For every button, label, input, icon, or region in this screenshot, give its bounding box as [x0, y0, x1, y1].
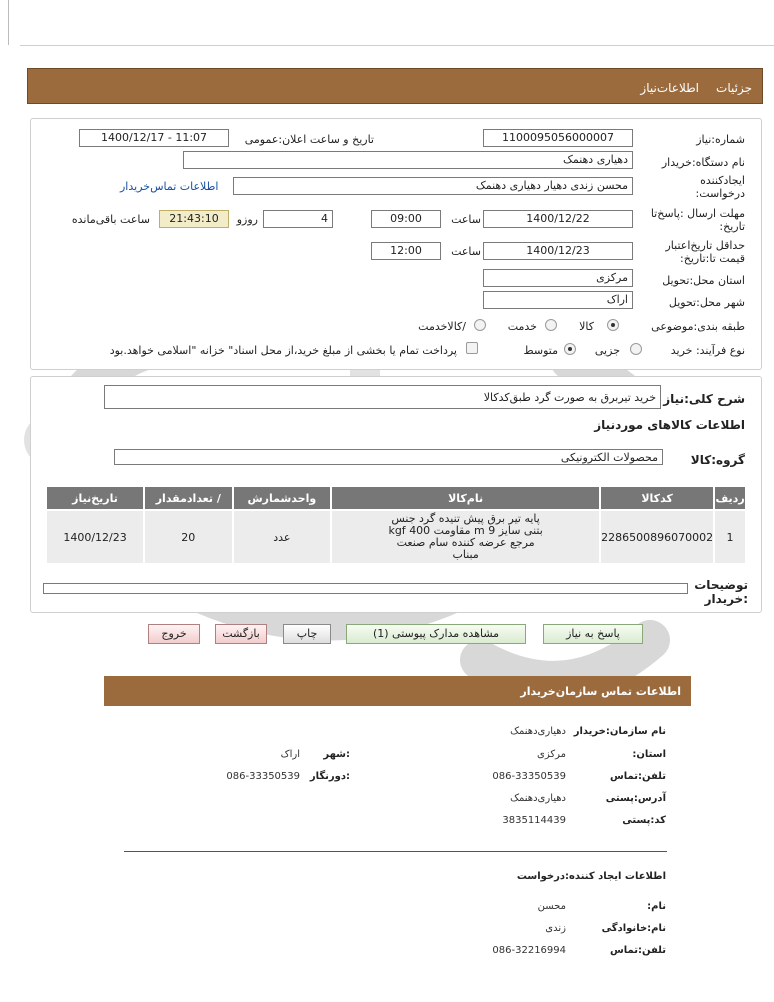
creator-phone-label: تلفن:تماس [609, 945, 666, 956]
request-creator-title: اطلاعات ایجاد کننده:درخواست [516, 871, 666, 882]
process-minor-radio[interactable] [630, 343, 642, 355]
view-attachments-button[interactable]: مشاهده مدارک پیوستی (1) [346, 624, 526, 644]
delivery-province-field: مرکزی [483, 269, 633, 287]
announce-datetime-field: 1400/12/17 - 11:07 [79, 129, 229, 147]
unit-cell: عدد [233, 510, 332, 564]
back-button[interactable]: بازگشت [215, 624, 267, 644]
buyer-org-field: دهیاری دهنمک [183, 151, 633, 169]
contact-fax-value: 086-33350539 [226, 771, 300, 782]
reply-deadline-label: مهلت ارسال :پاسخ‌تا تاریخ: [650, 207, 745, 233]
general-description-label: شرح کلی:نیاز [663, 392, 745, 406]
tab-details[interactable]: جزئیات [716, 81, 752, 95]
col-row-header: ردیف [714, 486, 746, 510]
contact-city-label: :شهر [323, 749, 350, 760]
remaining-time-field: 21:43:10 [159, 210, 229, 228]
category-goods-label: کالا [579, 320, 594, 333]
contact-province-value: مرکزی [537, 749, 566, 760]
days-remaining-field: 4 [263, 210, 333, 228]
table-row [46, 510, 746, 564]
top-divider [20, 45, 774, 46]
category-label: طبقه بندی:موضوعی [651, 320, 745, 333]
required-goods-title: اطلاعات کالاهای موردنیاز [594, 418, 745, 432]
goods-name-cell: پایه تیر برق پیش تنیده گرد جنس بتنی سایز m 9 مقاومت 400 kgf مرجع عرضه کننده سام صنعت مبناب [388, 512, 543, 561]
buyer-contact-title: اطلاعات تماس سازمان‌خریدار [520, 685, 681, 698]
need-date-cell: 1400/12/23 [46, 510, 144, 564]
deadline-time-label: ساعت [451, 213, 481, 226]
category-goods-service-radio[interactable] [474, 319, 486, 331]
contact-postal-value: 3835114439 [502, 815, 566, 826]
buyer-org-label: نام دستگاه:خریدار [661, 156, 745, 169]
creator-family-value: زندی [545, 923, 566, 934]
contact-divider [124, 851, 667, 852]
price-validity-date-field: 1400/12/23 [483, 242, 633, 260]
need-number-field: 1100095056000007 [483, 129, 633, 147]
process-medium-label: متوسط [523, 344, 558, 357]
creator-name-label: نام: [647, 901, 666, 912]
quantity-cell: 20 [144, 510, 232, 564]
category-service-label: خدمت [507, 320, 537, 333]
category-goods-service-label: /کالاخدمت [418, 320, 466, 333]
announce-datetime-label: تاریخ و ساعت اعلان:عمومی [244, 133, 374, 146]
buyer-notes-field [43, 583, 688, 594]
exit-button[interactable]: خروج [148, 624, 200, 644]
details-header-bar [27, 68, 763, 104]
contact-org-value: دهیاری‌دهنمک [510, 726, 566, 737]
creator-label: ایجادکننده درخواست: [695, 174, 745, 200]
treasury-payment-note: پرداخت تمام یا بخشی از مبلغ خرید،از محل اسناد" خزانه "اسلامی خواهد.بود [109, 344, 457, 357]
goods-group-label: گروه:کالا [690, 453, 745, 467]
col-name-header: نام‌کالا [331, 486, 600, 510]
process-type-label: نوع فرآیند: خرید [670, 344, 745, 357]
process-minor-label: جزیی [594, 344, 620, 357]
process-medium-radio[interactable] [564, 343, 576, 355]
creator-field: محسن زندی دهیار دهیاری دهنمک [233, 177, 633, 195]
creator-name-value: محسن [537, 901, 566, 912]
buyer-notes-label: توضیحات :خریدار [694, 578, 748, 606]
reply-to-need-button[interactable]: پاسخ به نیاز [543, 624, 643, 644]
left-border [8, 0, 9, 45]
category-goods-radio[interactable] [607, 319, 619, 331]
contact-province-label: استان: [632, 749, 666, 760]
delivery-city-field: اراک [483, 291, 633, 309]
delivery-province-label: استان محل:تحویل [662, 274, 745, 287]
buyer-contact-title-bar [104, 676, 691, 706]
price-validity-label: حداقل تاریخ‌اعتبار قیمت تا:تاریخ: [665, 239, 745, 265]
col-date-header: تاریخ‌نیاز [46, 486, 144, 510]
price-validity-time-field: 12:00 [371, 242, 441, 260]
contact-address-value: دهیاری‌دهنمک [510, 793, 566, 804]
goods-table-header [46, 486, 746, 510]
tab-need-info[interactable]: اطلاعات‌نیاز [640, 81, 699, 95]
contact-phone-label: تلفن:تماس [609, 771, 666, 782]
creator-phone-value: 086-32216994 [492, 945, 566, 956]
general-description-field: خرید تیربرق به صورت گرد طبق‌کدکالا [104, 385, 661, 409]
goods-name-cell-wrap [331, 510, 600, 564]
print-button[interactable]: چاپ [283, 624, 331, 644]
goods-code-cell: 2286500896070002 [600, 510, 714, 564]
buyer-contact-link[interactable]: اطلاعات تماس‌خریدار [120, 180, 219, 193]
contact-postal-label: کد:پستی [622, 815, 666, 826]
reply-deadline-time-field: 09:00 [371, 210, 441, 228]
col-qty-header: / تعدادمقدار [144, 486, 232, 510]
contact-fax-label: :دورنگار [309, 771, 350, 782]
delivery-city-label: شهر محل:تحویل [668, 296, 745, 309]
contact-city-value: اراک [280, 749, 300, 760]
goods-group-field: محصولات الکترونیکی [114, 449, 663, 465]
col-code-header: کدکالا [600, 486, 714, 510]
days-label: روزو [236, 213, 258, 226]
treasury-payment-checkbox[interactable] [466, 342, 478, 354]
goods-table [45, 485, 747, 565]
row-number-cell: 1 [714, 510, 746, 564]
need-number-label: شماره:نیاز [696, 133, 745, 146]
validity-time-label: ساعت [451, 245, 481, 258]
contact-org-label: نام سازمان:خریدار [573, 726, 666, 737]
remaining-time-label: ساعت باقی‌مانده [71, 213, 150, 226]
reply-deadline-date-field: 1400/12/22 [483, 210, 633, 228]
category-service-radio[interactable] [545, 319, 557, 331]
col-unit-header: واحدشمارش [233, 486, 332, 510]
contact-phone-value: 086-33350539 [492, 771, 566, 782]
contact-address-label: آدرس:پستی [605, 793, 666, 804]
creator-family-label: نام:خانوادگی [601, 923, 666, 934]
